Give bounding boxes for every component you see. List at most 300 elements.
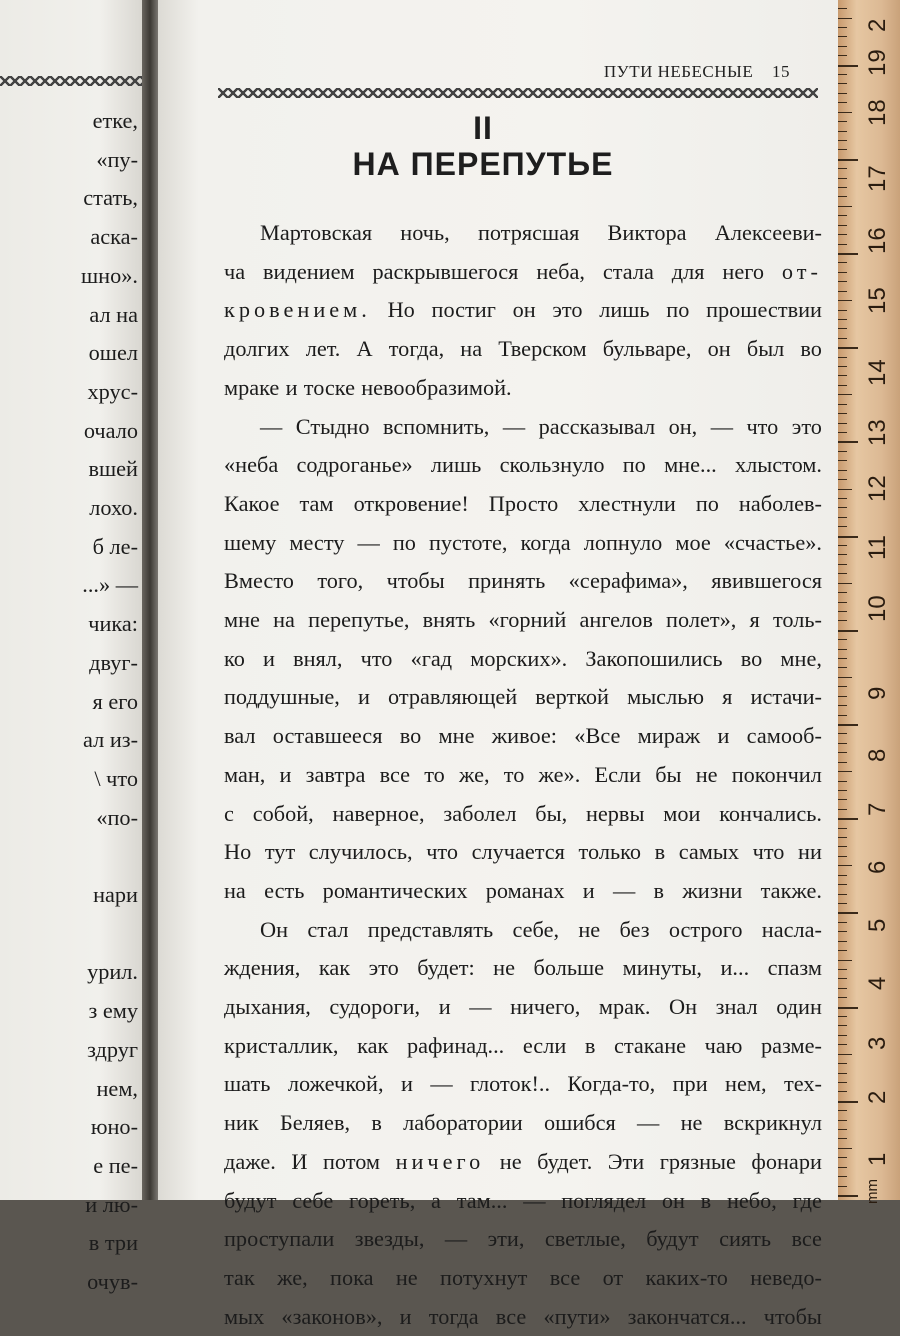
word: видением bbox=[263, 258, 355, 284]
right-page bbox=[158, 0, 838, 1329]
ruler-tick bbox=[838, 903, 847, 904]
ruler-tick bbox=[838, 1195, 858, 1197]
ruler-tick bbox=[838, 1091, 847, 1092]
word: А bbox=[356, 336, 373, 362]
word: — bbox=[444, 1226, 468, 1252]
ruler-tick bbox=[838, 244, 847, 245]
ruler-tick bbox=[838, 1063, 847, 1064]
ruler-tick bbox=[838, 65, 858, 67]
text-line bbox=[224, 795, 822, 834]
word: жизни bbox=[682, 877, 743, 903]
word: знал bbox=[715, 994, 758, 1020]
text-line bbox=[224, 601, 822, 640]
word: что bbox=[360, 645, 393, 671]
word: вспомнить, bbox=[382, 413, 490, 439]
word: небо, bbox=[726, 1187, 777, 1213]
word: мых bbox=[224, 1303, 265, 1329]
word: будет: bbox=[417, 955, 475, 981]
word: себе, bbox=[512, 916, 560, 942]
ruler-tick bbox=[838, 630, 858, 632]
ruler-tick bbox=[838, 526, 847, 527]
word: в bbox=[584, 1032, 596, 1058]
word: истачи- bbox=[750, 684, 822, 710]
left-page-line bbox=[0, 837, 138, 876]
word: по bbox=[622, 452, 646, 478]
ruler-tick bbox=[838, 1148, 852, 1149]
ruler-number: 4 bbox=[864, 976, 891, 990]
word: я bbox=[722, 684, 733, 710]
word: в bbox=[653, 877, 665, 903]
text-line bbox=[224, 1027, 822, 1066]
word: глоток!.. bbox=[470, 1071, 551, 1097]
word: «серафима», bbox=[568, 568, 688, 594]
word: и bbox=[399, 1303, 412, 1329]
word: мне bbox=[224, 607, 260, 633]
word: мираж bbox=[637, 723, 701, 749]
word: без bbox=[619, 916, 650, 942]
word: — bbox=[469, 994, 492, 1020]
ruler-tick bbox=[838, 1176, 847, 1177]
word: и bbox=[582, 877, 595, 903]
word: содроганье» bbox=[296, 452, 413, 478]
word: невообразимой. bbox=[361, 374, 512, 400]
ruler-tick bbox=[838, 611, 847, 612]
word: светлые, bbox=[544, 1226, 626, 1252]
text-line bbox=[224, 717, 822, 756]
ruler-tick bbox=[838, 375, 847, 376]
word: на bbox=[224, 877, 246, 903]
text-line bbox=[224, 369, 822, 408]
text-line bbox=[224, 1259, 822, 1298]
word: самых bbox=[678, 839, 740, 865]
word: то bbox=[424, 761, 445, 787]
word: шать bbox=[224, 1071, 271, 1097]
word: во bbox=[800, 336, 822, 362]
left-page-line: «пу- bbox=[96, 146, 138, 172]
ruler-tick bbox=[838, 705, 847, 706]
ruler-tick bbox=[838, 489, 852, 490]
word: явившегося bbox=[711, 568, 822, 594]
word: во bbox=[399, 723, 422, 749]
ruler-tick bbox=[838, 517, 847, 518]
word: случилось, bbox=[308, 839, 413, 865]
word: там bbox=[299, 490, 334, 516]
ruler-tick bbox=[838, 837, 847, 838]
word: будут bbox=[224, 1187, 277, 1213]
ruler-tick bbox=[838, 507, 847, 508]
word: от bbox=[602, 1264, 624, 1290]
word: мне bbox=[438, 723, 475, 749]
ruler-tick bbox=[838, 338, 847, 339]
text-line bbox=[224, 214, 822, 253]
ruler-tick bbox=[838, 93, 847, 94]
ruler-tick bbox=[838, 281, 847, 282]
ruler-tick bbox=[838, 620, 847, 621]
word: и bbox=[438, 994, 451, 1020]
text-line bbox=[224, 253, 822, 292]
word: эти, bbox=[487, 1226, 525, 1252]
word: разме- bbox=[761, 1032, 822, 1058]
text-line bbox=[224, 330, 822, 369]
word: толь- bbox=[772, 607, 822, 633]
word: когда bbox=[520, 529, 571, 555]
word: ман, bbox=[224, 761, 266, 787]
word: «гад bbox=[410, 645, 453, 671]
left-page-line: ошел bbox=[88, 340, 138, 366]
word: ошибся bbox=[544, 1110, 616, 1136]
word: гореть, bbox=[349, 1187, 416, 1213]
ruler-tick bbox=[838, 432, 847, 433]
ruler-tick bbox=[838, 168, 847, 169]
left-page-line: я его bbox=[92, 688, 138, 714]
left-page-line: ал на bbox=[89, 301, 138, 327]
ruler-tick bbox=[838, 300, 852, 301]
word: на bbox=[273, 607, 295, 633]
word: ни bbox=[798, 839, 822, 865]
word: стакане bbox=[614, 1032, 687, 1058]
ruler-number: 5 bbox=[864, 918, 891, 932]
ruler-tick bbox=[838, 460, 847, 461]
text-line bbox=[224, 872, 822, 911]
word: неба, bbox=[536, 258, 585, 284]
ruler-number: 10 bbox=[864, 595, 891, 622]
word: как bbox=[318, 955, 351, 981]
word: кровением. bbox=[224, 297, 371, 323]
ruler-number: 12 bbox=[864, 475, 891, 502]
word: бульваре, bbox=[602, 336, 692, 362]
word: ночь, bbox=[400, 220, 450, 245]
word: Но bbox=[224, 839, 252, 865]
word: Закопошились bbox=[585, 645, 723, 671]
word: Но bbox=[387, 297, 415, 323]
ruler-tick bbox=[838, 724, 858, 726]
word: неведо- bbox=[750, 1264, 822, 1290]
word: морских». bbox=[470, 645, 568, 671]
ruler-tick bbox=[838, 423, 847, 424]
word: живое: bbox=[491, 723, 558, 749]
word: ничего bbox=[395, 1148, 485, 1174]
word: насла- bbox=[761, 916, 822, 942]
text-line bbox=[224, 678, 822, 717]
ruler-number: mm bbox=[864, 1179, 881, 1204]
left-page-line: лохо. bbox=[89, 495, 138, 521]
ruler-tick bbox=[838, 1082, 847, 1083]
word: поглядел bbox=[561, 1187, 647, 1213]
left-page-line: здруг bbox=[87, 1036, 138, 1062]
word: ча bbox=[224, 258, 246, 284]
word: минуты, bbox=[622, 955, 702, 981]
word: Виктора bbox=[607, 220, 687, 245]
ruler-number: 9 bbox=[864, 686, 891, 700]
ruler-tick bbox=[838, 140, 847, 141]
ruler-tick bbox=[838, 206, 852, 207]
running-head-title: ПУТИ НЕБЕСНЫЕ bbox=[603, 62, 754, 81]
left-page-ornament bbox=[0, 76, 142, 86]
ruler-tick bbox=[838, 950, 847, 951]
word: и... bbox=[720, 955, 750, 981]
ruler-tick bbox=[838, 771, 852, 772]
left-page-line: \ что bbox=[94, 765, 138, 791]
ruler-tick bbox=[838, 1007, 858, 1009]
text-line bbox=[224, 911, 822, 950]
text-line bbox=[224, 949, 822, 988]
ruler-tick bbox=[838, 46, 847, 47]
word: не bbox=[395, 1264, 418, 1290]
word: стал bbox=[307, 916, 349, 942]
text-line bbox=[224, 1220, 822, 1259]
word: на bbox=[460, 336, 483, 362]
ruler-number: 14 bbox=[864, 359, 891, 386]
ruler-tick bbox=[838, 272, 847, 273]
text-line bbox=[224, 291, 822, 330]
word: ложечкой, bbox=[287, 1071, 384, 1097]
ruler-tick bbox=[838, 187, 847, 188]
ruler-tick bbox=[838, 479, 847, 480]
word: где bbox=[792, 1187, 822, 1213]
ruler-number: 16 bbox=[864, 227, 891, 254]
word: месту bbox=[289, 529, 345, 555]
ruler-tick bbox=[838, 733, 847, 734]
word: Эти bbox=[607, 1148, 645, 1174]
text-line bbox=[224, 1182, 822, 1221]
word: Какое bbox=[224, 490, 280, 516]
ruler-tick bbox=[838, 592, 847, 593]
word: прошествии bbox=[706, 297, 822, 323]
word: в bbox=[654, 839, 666, 865]
body-text bbox=[224, 214, 822, 1336]
word: с bbox=[224, 800, 234, 826]
word: ждения, bbox=[224, 955, 301, 981]
word: поддушные, bbox=[224, 684, 340, 710]
ruler-number: 3 bbox=[864, 1036, 891, 1050]
word: он bbox=[707, 336, 731, 362]
word: так bbox=[224, 1264, 255, 1290]
left-page-line: и лю- bbox=[85, 1191, 138, 1217]
word: а bbox=[431, 1187, 441, 1213]
ruler-tick bbox=[838, 875, 847, 876]
word: это bbox=[552, 297, 583, 323]
word: наболев- bbox=[738, 490, 822, 516]
word: внял, bbox=[293, 645, 343, 671]
ruler-tick bbox=[838, 196, 847, 197]
ruler-tick bbox=[838, 225, 847, 226]
word: он, bbox=[668, 413, 698, 439]
word: не bbox=[578, 916, 601, 942]
word: «счастье». bbox=[723, 529, 822, 555]
word: лаборатории bbox=[403, 1110, 523, 1136]
ruler-tick bbox=[838, 762, 847, 763]
ruler-number: 18 bbox=[864, 99, 891, 126]
ruler-tick bbox=[838, 1035, 847, 1036]
word: Алексееви- bbox=[714, 220, 822, 245]
ruler-tick bbox=[838, 404, 847, 405]
ruler-tick bbox=[838, 262, 847, 263]
word: Он bbox=[260, 916, 289, 942]
word: «пути» bbox=[543, 1303, 611, 1329]
word: есть bbox=[264, 877, 305, 903]
ruler-tick bbox=[838, 121, 847, 122]
word: «законов», bbox=[281, 1303, 383, 1329]
word: собой, bbox=[252, 800, 314, 826]
left-page-line: урил. bbox=[87, 959, 138, 985]
word: и bbox=[717, 723, 730, 749]
word: фонари bbox=[751, 1148, 822, 1174]
ruler-number: 6 bbox=[864, 860, 891, 874]
word: только bbox=[578, 839, 641, 865]
word: «неба bbox=[224, 452, 279, 478]
word: — bbox=[637, 1110, 660, 1136]
text-line bbox=[224, 756, 822, 795]
word: стала bbox=[602, 258, 654, 284]
left-page-line: юно- bbox=[90, 1114, 138, 1140]
word: был bbox=[746, 336, 785, 362]
word: что bbox=[426, 839, 458, 865]
ruler-tick bbox=[838, 846, 847, 847]
word: заболел bbox=[443, 800, 517, 826]
word: чаю bbox=[704, 1032, 743, 1058]
word: мне, bbox=[780, 645, 822, 671]
word: грязные bbox=[659, 1148, 736, 1174]
word: и bbox=[357, 684, 370, 710]
ruler-tick bbox=[838, 149, 847, 150]
left-page-line: ...» — bbox=[82, 572, 138, 598]
ruler-tick bbox=[838, 8, 847, 9]
ruler-tick bbox=[838, 818, 858, 820]
word: не bbox=[499, 1148, 522, 1174]
text-line bbox=[224, 562, 822, 601]
word: спазм bbox=[767, 955, 822, 981]
word: чтобы bbox=[386, 568, 445, 594]
word: не bbox=[680, 1110, 703, 1136]
ruler-tick bbox=[838, 1129, 847, 1130]
word: тогда, bbox=[388, 336, 445, 362]
word: как bbox=[357, 1032, 389, 1058]
word: самооб- bbox=[746, 723, 822, 749]
ruler-tick bbox=[838, 658, 847, 659]
word: все bbox=[791, 1226, 822, 1252]
ruler-tick bbox=[838, 799, 847, 800]
word: не bbox=[493, 955, 516, 981]
word: и bbox=[285, 374, 298, 400]
ruler-tick bbox=[838, 1025, 847, 1026]
ruler-tick bbox=[838, 1016, 847, 1017]
text-line bbox=[224, 1298, 822, 1336]
word: же, bbox=[459, 761, 490, 787]
ruler-tick bbox=[838, 743, 847, 744]
ruler-number: 15 bbox=[864, 287, 891, 314]
ruler-tick bbox=[838, 639, 847, 640]
word: мыслью bbox=[627, 684, 705, 710]
ruler-tick bbox=[838, 102, 847, 103]
ruler-tick bbox=[838, 451, 847, 452]
word: лишь bbox=[599, 297, 650, 323]
ruler-tick bbox=[838, 1186, 847, 1187]
left-page-line: в три bbox=[88, 1230, 138, 1256]
left-page-line bbox=[0, 915, 138, 954]
ruler-tick bbox=[838, 366, 847, 367]
word: мраке bbox=[224, 374, 280, 400]
word: Тверском bbox=[498, 336, 587, 362]
word: него bbox=[722, 258, 764, 284]
ruler-tick bbox=[838, 18, 852, 19]
word: мне... bbox=[664, 452, 717, 478]
word: это bbox=[791, 413, 822, 439]
word: ангелов bbox=[579, 607, 653, 633]
word: все bbox=[379, 761, 411, 787]
word: того, bbox=[317, 568, 364, 594]
word: — bbox=[260, 413, 283, 439]
ruler-tick bbox=[838, 347, 858, 349]
word: в bbox=[371, 1110, 382, 1136]
ruler-tick bbox=[838, 696, 847, 697]
word: один bbox=[776, 994, 822, 1020]
text-line bbox=[224, 833, 822, 872]
ruler-tick bbox=[838, 912, 858, 914]
word: себе bbox=[292, 1187, 334, 1213]
ruler bbox=[838, 0, 900, 1204]
ruler-tick bbox=[838, 1157, 847, 1158]
ruler-tick bbox=[838, 960, 852, 961]
left-page-line: аска- bbox=[90, 224, 138, 250]
ruler-tick bbox=[838, 1044, 847, 1045]
word: и bbox=[263, 645, 275, 671]
left-page-line: нари bbox=[93, 882, 138, 908]
ruler-tick bbox=[838, 781, 847, 782]
word: рафинад... bbox=[406, 1032, 505, 1058]
word: же, bbox=[277, 1264, 308, 1290]
word: будет. bbox=[537, 1148, 593, 1174]
text-line bbox=[224, 446, 822, 485]
word: отравляющей bbox=[388, 684, 518, 710]
ruler-tick bbox=[838, 969, 847, 970]
header-ornament bbox=[218, 88, 818, 98]
ruler-tick bbox=[838, 74, 847, 75]
word: Если bbox=[594, 761, 642, 787]
word: чтобы bbox=[763, 1303, 822, 1329]
word: пока bbox=[330, 1264, 374, 1290]
word: откровение! bbox=[353, 490, 469, 516]
word: кончались. bbox=[719, 800, 822, 826]
ruler-tick bbox=[838, 385, 847, 386]
ruler-number: 2 bbox=[864, 1090, 891, 1104]
left-page-line: шно». bbox=[81, 262, 138, 288]
text-line bbox=[224, 524, 822, 563]
word: лопнуло bbox=[583, 529, 663, 555]
ruler-tick bbox=[838, 291, 847, 292]
ruler-tick bbox=[838, 583, 852, 584]
left-page-text bbox=[0, 102, 138, 1302]
word: хлыстом. bbox=[734, 452, 822, 478]
ruler-tick bbox=[838, 1073, 847, 1074]
ruler-tick bbox=[838, 357, 847, 358]
word: раскрывшегося bbox=[372, 258, 519, 284]
ruler-tick bbox=[838, 564, 847, 565]
word: Стыдно bbox=[295, 413, 370, 439]
left-page-line: з ему bbox=[88, 998, 138, 1024]
word: перепутье, bbox=[308, 607, 410, 633]
word: и bbox=[279, 761, 292, 787]
word: там... bbox=[456, 1187, 508, 1213]
ruler-tick bbox=[838, 112, 852, 113]
ruler-tick bbox=[838, 1110, 847, 1111]
word: бы bbox=[655, 761, 682, 787]
word: не bbox=[695, 761, 718, 787]
word: Беляев, bbox=[279, 1110, 351, 1136]
left-page-line: чика: bbox=[88, 611, 138, 637]
word: при bbox=[672, 1071, 708, 1097]
ruler-number: 11 bbox=[864, 535, 891, 560]
ruler-tick bbox=[838, 1167, 847, 1168]
